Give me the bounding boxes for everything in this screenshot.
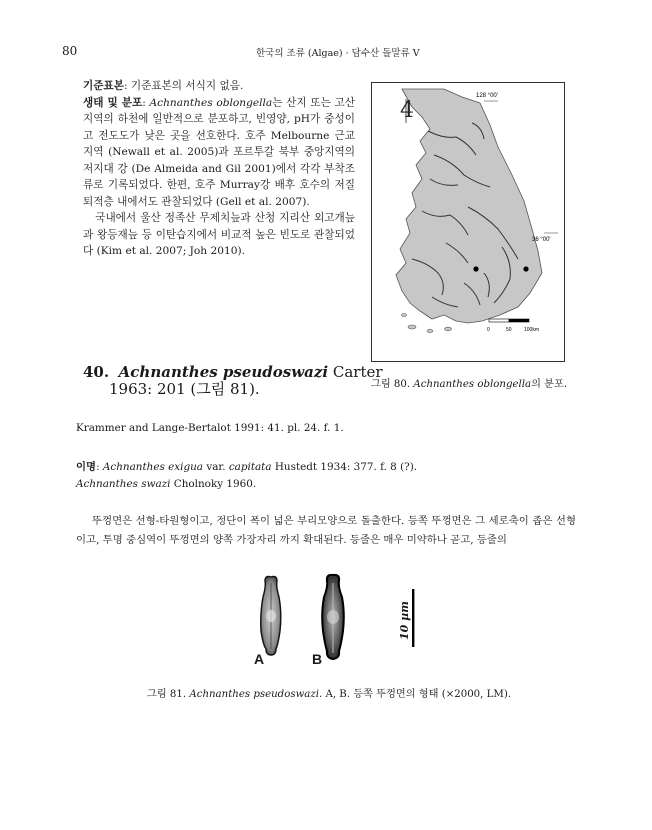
species-number: 40. — [83, 363, 110, 381]
micrograph-svg — [252, 573, 422, 673]
island — [445, 327, 452, 331]
map-caption-species: Achnanthes oblongella — [413, 379, 532, 390]
korea-map-svg — [372, 83, 564, 361]
distribution-map — [371, 82, 565, 362]
ecology-paragraph — [83, 95, 355, 211]
synonym2-name: Achnanthes swazi — [76, 477, 171, 490]
scale-label-100: 100km — [524, 327, 540, 333]
synonym1-author: Hustedt 1934: 377. f. 8 (?). — [271, 461, 418, 473]
type-label: 기준표본 — [83, 80, 124, 92]
synonym-label: 이명 — [76, 461, 97, 473]
latitude-label: 36 °00' — [532, 237, 551, 243]
occurrence-point-ulsan — [523, 266, 528, 271]
synonym-sep: : — [96, 461, 103, 473]
synonym2-author: Cholnoky 1960. — [170, 477, 257, 490]
species-name: Achnanthes pseudoswazi — [118, 363, 329, 381]
valve-b — [322, 575, 344, 659]
map-caption-suffix: 의 분포. — [531, 379, 568, 390]
figure-caption — [147, 685, 511, 700]
type-specimen-paragraph — [83, 78, 355, 95]
eco-label: 생태 및 분포 — [83, 96, 143, 109]
figure-label-a: A — [254, 651, 265, 667]
synonym1-var: var. — [203, 461, 229, 473]
page-number: 80 — [62, 44, 78, 58]
fig-caption-suffix: . A, B. 등쪽 뚜껑면의 형태 (×2000, LM). — [319, 689, 512, 700]
valve-a — [261, 577, 281, 656]
island — [402, 314, 407, 317]
island — [427, 329, 433, 332]
scale-label-0: 0 — [487, 327, 490, 333]
micrograph-figure — [252, 573, 422, 673]
intro-section — [83, 78, 355, 260]
synonym1-genus: Achnanthes exigua — [102, 461, 204, 473]
micro-scale-label: 10 µm — [398, 601, 411, 640]
type-text: : 기준표본의 서식지 없음. — [123, 80, 244, 92]
figure-label-b: B — [312, 651, 323, 667]
fig-caption-species: Achnanthes pseudoswazi — [189, 689, 319, 700]
synonym1-epithet: capitata — [228, 461, 272, 473]
synonyms-block — [76, 459, 417, 492]
eco-text: 는 산지 또는 고산 지역의 하천에 일반적으로 분포하고, 빈영양, pH가 중성이고 전도도가 낮은 곳을 선호한다. 호주 Melbourne 근교 지역 (Newall et al. 2005)과 포르투갈 북부 중앙지역의 저지대 강 (De Almeida and Gil 2001)에서 각각 부착조류로 기록되었다. 한편, 호주 Murray강 배후 호수의 저질퇴적층 내에서도 관찰되었다 (Gell et al. 2007). — [83, 96, 355, 208]
map-caption — [371, 375, 567, 390]
fig-caption-prefix: 그림 81. — [147, 689, 190, 700]
micro-scale-bar — [412, 589, 414, 647]
species-heading — [83, 364, 383, 398]
korea-paragraph — [83, 210, 355, 260]
eco-separator: : — [142, 96, 150, 109]
korea-text: 국내에서 울산 정족산 무제치늪과 산청 지리산 외고개늪과 왕등재늪 등 이탄습지에서 비교적 높은 빈도로 관찰되었다 (Kim et al. 2007; Joh 2010). — [83, 212, 356, 257]
island — [408, 325, 416, 329]
species-author: Carter — [332, 363, 383, 381]
scale-label-50: 50 — [506, 327, 512, 333]
description-paragraph: 뚜껑면은 선형-타원형이고, 정단이 폭이 넓은 부리모양으로 돌출한다. 등쪽 뚜껑면은 그 세로축이 좁은 선형이고, 투명 중심역이 뚜껑면의 양쪽 가장자리 까지 확대된다. 등줄은 매우 미약하나 곧고, 등줄의 — [76, 515, 576, 546]
eco-species: Achnanthes oblongella — [149, 96, 273, 109]
occurrence-point-jirisan — [473, 266, 478, 271]
reference-line: Krammer and Lange-Bertalot 1991: 41. pl. 24. f. 1. — [76, 422, 344, 434]
running-title: 한국의 조류 (Algae) · 담수산 돌말류 V — [256, 48, 420, 59]
map-number: 4 — [400, 98, 414, 123]
map-caption-prefix: 그림 80. — [371, 379, 414, 390]
longitude-label: 128 °00' — [476, 93, 498, 99]
species-citation: 1963: 201 (그림 81). — [109, 380, 260, 398]
